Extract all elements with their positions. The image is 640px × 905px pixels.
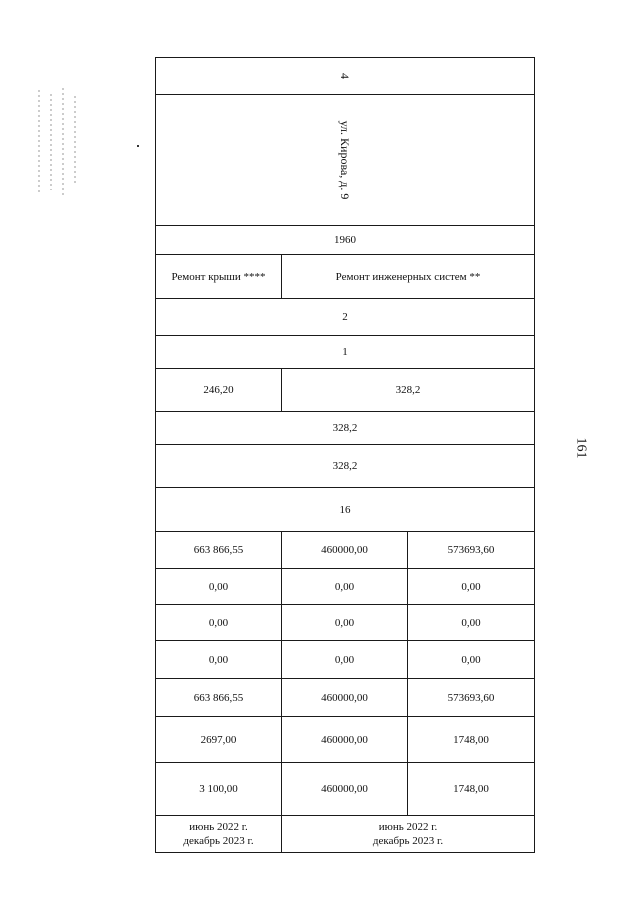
table-row [156,299,535,336]
floors-cell: 2 [156,299,535,336]
cost-cell: 460000,00 [282,532,408,569]
cost-cell: 1748,00 [408,763,535,816]
cost-cell: 0,00 [156,605,282,641]
repair-program-table [155,57,535,853]
cost-cell: 0,00 [156,641,282,679]
cost-cell: 0,00 [408,569,535,605]
table-row [156,532,535,569]
table-row [156,605,535,641]
table-row [156,255,535,299]
residents-cell: 16 [156,488,535,532]
table-row [156,412,535,445]
cost-cell: 3 100,00 [156,763,282,816]
period-right-cell [282,816,535,853]
table-row [156,717,535,763]
cost-cell: 460000,00 [282,679,408,717]
cost-cell: 0,00 [408,605,535,641]
table-row [156,569,535,605]
table-row [156,95,535,226]
cost-cell: 460000,00 [282,763,408,816]
cost-cell: 663 866,55 [156,679,282,717]
cost-cell: 0,00 [408,641,535,679]
table-row [156,488,535,532]
cost-cell: 2697,00 [156,717,282,763]
address-cell [156,95,535,226]
table-row [156,679,535,717]
address-text: ул. Кирова, д. 9 [338,120,352,200]
period-start: июнь 2022 г. [378,821,438,833]
period-end: декабрь 2023 г. [183,835,254,847]
table-row [156,445,535,488]
table-row [156,226,535,255]
faded-stamp-mark [33,86,81,198]
ink-dot [137,145,139,147]
cost-cell: 573693,60 [408,679,535,717]
cost-cell: 0,00 [282,641,408,679]
period-left-cell [156,816,282,853]
table-row [156,369,535,412]
area-total-cell: 328,2 [156,412,535,445]
entrances-cell: 1 [156,336,535,369]
header-number-cell [156,58,535,95]
table-row [156,336,535,369]
year-cell: 1960 [156,226,535,255]
cost-cell: 573693,60 [408,532,535,569]
cost-cell: 0,00 [282,605,408,641]
cost-cell: 460000,00 [282,717,408,763]
work-type-roof: Ремонт крыши **** [156,255,282,299]
table-row [156,58,535,95]
area-right-cell: 328,2 [282,369,535,412]
table-row [156,816,535,853]
area-left-cell: 246,20 [156,369,282,412]
cost-cell: 1748,00 [408,717,535,763]
table-row [156,641,535,679]
header-number: 4 [338,72,352,79]
period-end: декабрь 2023 г. [372,835,444,847]
period-start: июнь 2022 г. [189,821,248,833]
table-row [156,763,535,816]
cost-cell: 0,00 [282,569,408,605]
page-number: 161 [573,437,589,459]
work-type-engineering: Ремонт инженерных систем ** [282,255,535,299]
cost-cell: 0,00 [156,569,282,605]
cost-cell: 663 866,55 [156,532,282,569]
area-living-cell: 328,2 [156,445,535,488]
